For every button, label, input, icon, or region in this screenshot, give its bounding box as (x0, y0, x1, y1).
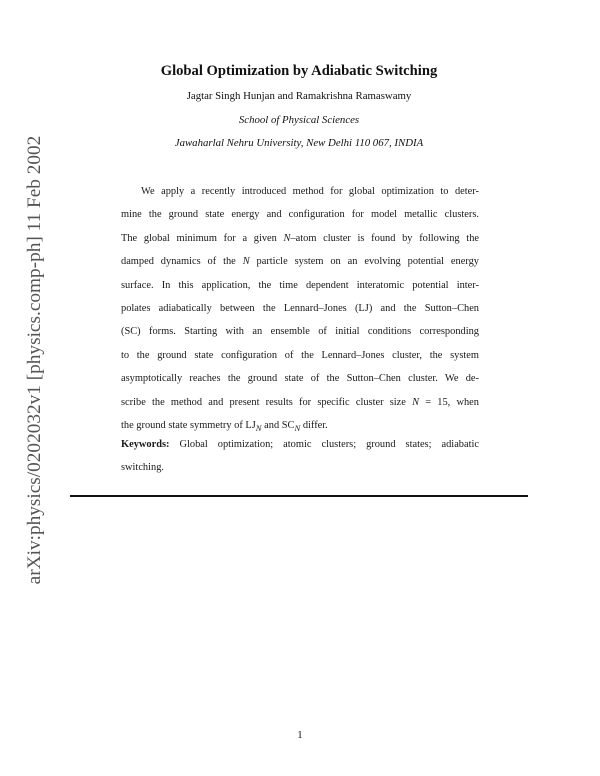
abstract-text: = 15, when (419, 396, 479, 408)
math-variable: N (242, 256, 250, 268)
abstract-line: to the ground state configuration of the Lennard–Jones cluster, the system (121, 349, 479, 361)
math-variable: N (283, 232, 291, 244)
affiliation: School of Physical Sciences (238, 114, 360, 126)
math-variable: N (412, 396, 420, 408)
math-subscript: N (294, 422, 301, 433)
page-number: 1 (297, 729, 303, 741)
keywords-line (121, 433, 479, 456)
math-subscript: N (255, 422, 262, 433)
abstract-text: The global minimum for a given (121, 232, 284, 244)
abstract-text: the ground state symmetry of LJ (121, 419, 256, 431)
abstract-line: surface. In this application, the time dependent interatomic potential inter- (121, 279, 479, 291)
abstract-line (121, 250, 479, 273)
abstract-line: polates adiabatically between the Lennard–Jones (LJ) and the Sutton–Chen (121, 302, 479, 314)
abstract-line: asymptotically reaches the ground state of the Sutton–Chen cluster. We de- (121, 373, 479, 385)
keywords (121, 433, 479, 480)
abstract-text: and SC (261, 419, 295, 431)
abstract-text: scribe the method and present results for specific cluster size (121, 396, 413, 408)
abstract (121, 180, 479, 437)
abstract-line: (SC) forms. Starting with an ensemble of initial conditions corresponding (121, 326, 479, 338)
horizontal-rule (70, 495, 528, 497)
paper-title: Global Optimization by Adiabatic Switching (160, 63, 438, 79)
keywords-label: Keywords: (121, 439, 170, 450)
abstract-text: particle system on an evolving potential energy (249, 256, 479, 268)
abstract-line: mine the ground state energy and configuration for model metallic clusters. (121, 209, 479, 221)
arxiv-identifier-text: arXiv:physics/0202032v1 [physics.comp-ph] 11 Feb 2002 (24, 135, 45, 585)
abstract-line (121, 391, 479, 414)
abstract-line: We apply a recently introduced method for global optimization to deter- (141, 186, 479, 197)
abstract-line (121, 227, 479, 250)
institution-address: Jawaharlal Nehru University, New Delhi 110 067, INDIA (174, 137, 424, 149)
keywords-line: switching. (121, 462, 165, 474)
abstract-text: damped dynamics of the (121, 256, 243, 268)
arxiv-identifier-stamp (22, 127, 48, 593)
abstract-text: –atom cluster is found by following the (290, 232, 480, 244)
keywords-text: Global optimization; atomic clusters; ground states; adiabatic (169, 439, 479, 450)
abstract-text: differ. (300, 419, 328, 431)
author-list: Jagtar Singh Hunjan and Ramakrishna Ramaswamy (186, 90, 412, 102)
